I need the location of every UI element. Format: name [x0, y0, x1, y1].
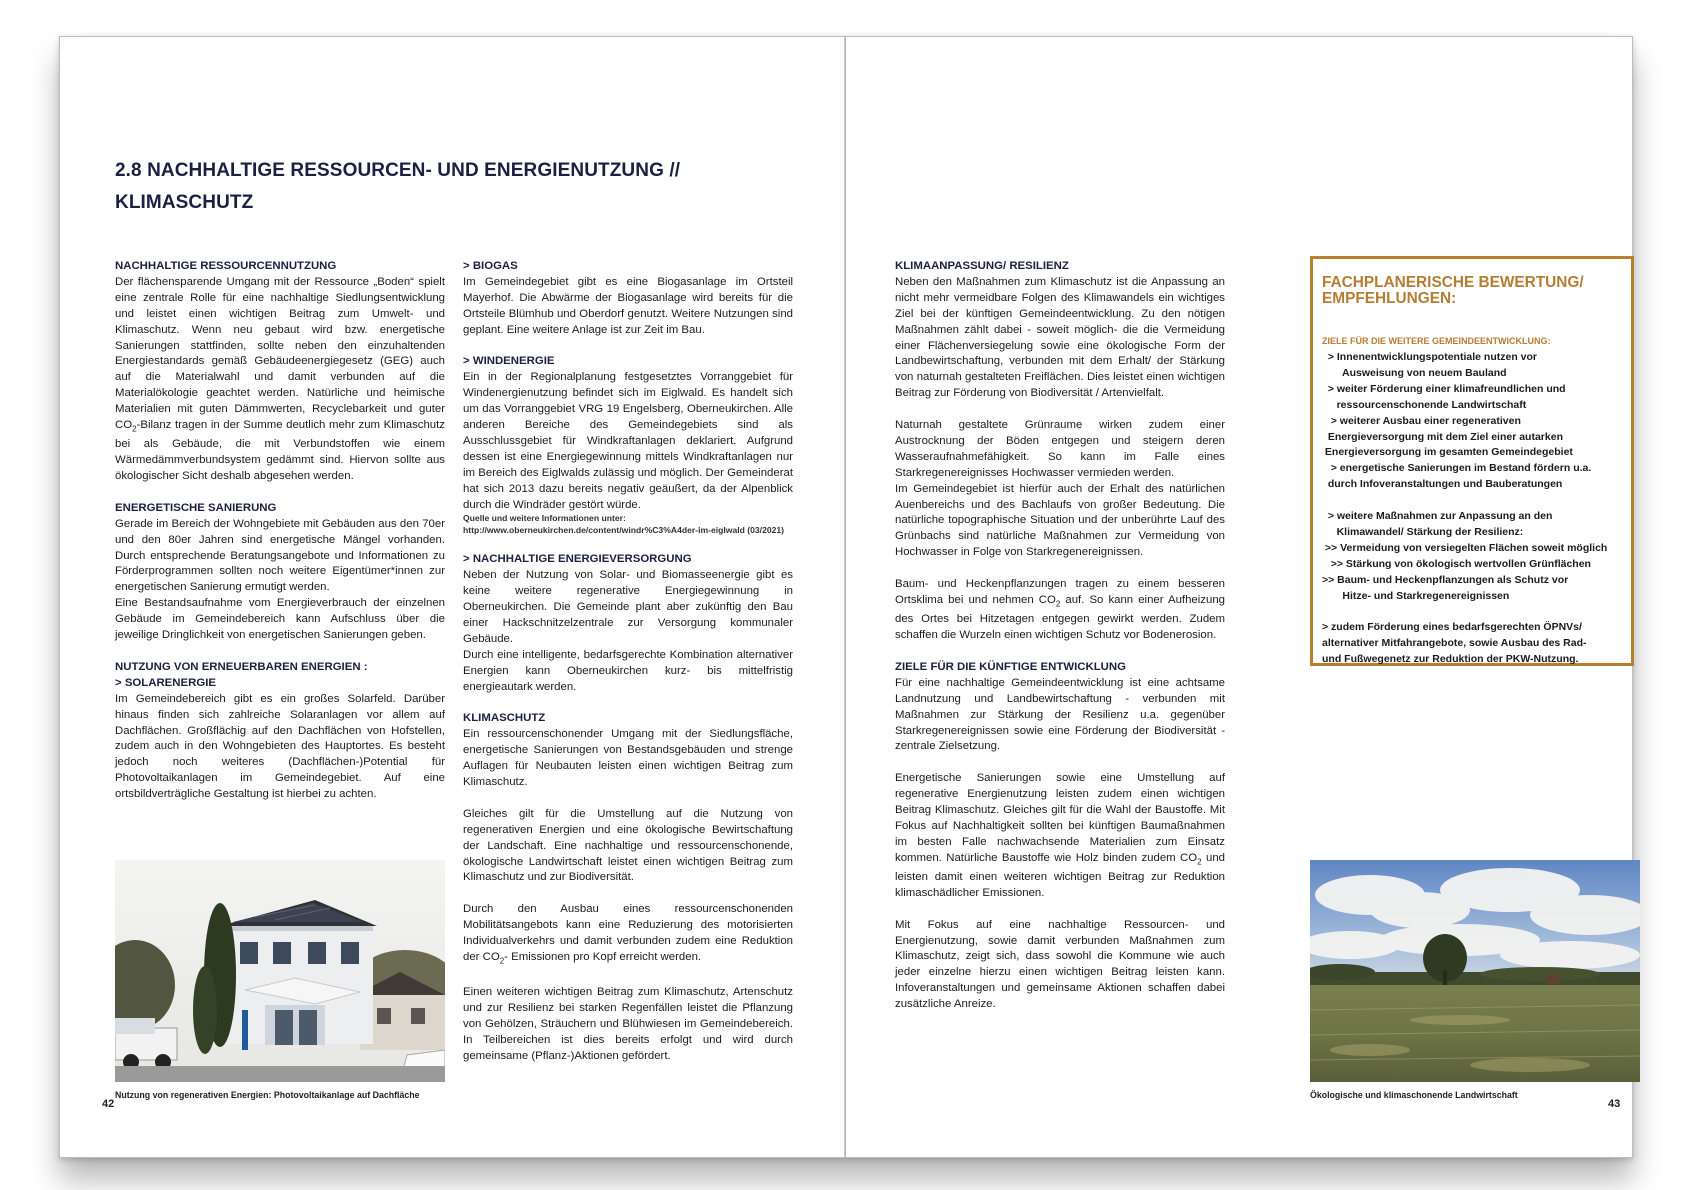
box-group-3: [1322, 620, 1623, 668]
heading-klimaschutz: KLIMASCHUTZ: [463, 712, 546, 725]
paragraph: Baum- und Heckenpflanzungen tragen zu einem besseren Ortsklima bei und nehmen $CO_2$ auf. So kann einer Aufheizung des Ortes bei Hitzetagen entgegen gewirkt werden. Zudem schaffen die Wurzeln einen wichtigen Schutz vor Bodenerosion.: [895, 578, 1225, 642]
heading-energetische-sanierung: ENERGETISCHE SANIERUNG: [115, 501, 277, 514]
box-group-2: [1322, 509, 1623, 604]
page-title: [115, 155, 715, 219]
paragraph: Im Gemeindegebiet gibt es eine Biogasanlage im Ortsteil Mayerhof. Die Abwärme der Biogasanlage wird bereits für die Ortsteile Blümhub und Oberdorf genutzt. Weitere Nutzungen sind geplant. Eine weitere Anlage ist zur Zeit im Bau.: [463, 275, 793, 336]
page-number-right: 43: [1608, 1098, 1621, 1110]
box-line: > zudem Förderung eines bedarfsgerechten ÖPNVs/: [1322, 621, 1582, 634]
paragraph: Im Gemeindegebiet ist hierfür auch der Erhalt des natürlichen Auenbereichs und des Bachlaufs von großer Bedeutung. Die natürliche topographische Situation und der unberührte Lauf des Grünbachs sind natürliche Maßnahmen zur Vermeidung von Hochwasser in Folge von Starkregenereignissen.: [895, 482, 1225, 559]
box-line: durch Infoveranstaltungen und Bauberatungen: [1322, 478, 1563, 491]
box-line: ressourcenschonende Landwirtschaft: [1322, 398, 1527, 411]
box-group-1: [1322, 350, 1623, 493]
box-line: Energieversorgung mit dem Ziel einer autarken: [1322, 430, 1563, 443]
right-page: [846, 37, 1632, 1157]
heading-windenergie: > WINDENERGIE: [463, 355, 555, 368]
page-number-left: 42: [102, 1098, 115, 1110]
box-line: Hitze- und Starkregenereignissen: [1322, 589, 1510, 602]
heading-biogas: > BIOGAS: [463, 260, 518, 272]
box-line: Klimawandel/ Stärkung der Resilienz:: [1322, 525, 1524, 538]
box-line: >> Stärkung von ökologisch wertvollen Grünflächen: [1322, 557, 1591, 570]
box-line: > weitere Maßnahmen zur Anpassung an den: [1322, 510, 1553, 523]
paragraph: Mit Fokus auf eine nachhaltige Ressourcen- und Energienutzung, sowie damit verbunden Maßnahmen zum Klimaschutz, zeigt sich, dass sowohl die Kommune wie auch jeder einzelne hierzu einen wichtigen Beitrag leisten kann. Infoveranstaltungen und gemeinsame Aktionen schaffen dabei zusätzliche Anreize.: [895, 918, 1225, 1011]
paragraph: Ein in der Regionalplanung festgesetztes Vorranggebiet für Windenergienutzung befindet sich im Eiglwald. Es handelt sich um das Vorranggebiet VRG 19 Engelsberg, Oberneukirchen. Alle anderen Bereiche des Gemeindegebiets sind als Ausschlussgebiet für Windkraftanlagen deklariert. Aufgrund dessen ist eine Energiegewinnung mittels Windkraftanlagen nur im Bereich des Eiglwalds zulässig und möglich. Der Gemeinderat hat sich 2013 dazu bereits negativ geäußert, da der Alpenblick durch die Windräder gestört würde.: [463, 371, 793, 511]
source-note: Quelle und weitere Informationen unter: http://www.oberneukirchen.de/content/windr%C3%A4der-im-eiglwald (03/2021): [463, 513, 785, 535]
box-line: alternativer Mitfahrangebote, sowie Ausbau des Rad-: [1322, 637, 1587, 650]
column-2: [463, 259, 793, 1065]
heading-ziele-entwicklung: ZIELE FÜR DIE KÜNFTIGE ENTWICKLUNG: [895, 660, 1126, 673]
box-line: Energieversorgung im gesamten Gemeindegebiet: [1322, 446, 1573, 459]
book-spread: [59, 36, 1633, 1158]
paragraph: Für eine nachhaltige Gemeindeentwicklung ist eine achtsame Landnutzung und Landbewirtschaftung - verbunden mit Maßnahmen zur Stärkung der Resilienz u.a. gegenüber Starkregenereignissen sowie eine Förderung der Biodiversität - zentrale Zielsetzung.: [895, 676, 1225, 753]
paragraph: Gleiches gilt für die Umstellung auf die Nutzung von regenerativen Energien und eine ökologische Bewirtschaftung der Landschaft. Eine nachhaltige und ressourcenschonende, ökologische Landwirtschaft leistet einen wichtigen Beitrag zum Klimaschutz und zur Biodiversität.: [463, 807, 793, 884]
box-line: Ausweisung von neuem Bauland: [1322, 366, 1507, 379]
column-3: [895, 259, 1225, 1013]
paragraph: Im Gemeindebereich gibt es ein großes Solarfeld. Darüber hinaus finden sich zahlreiche Solaranlagen vor allem auf Dachflächen. Großflächig auf den Dachflächen von Hofstellen, zudem auch in den Wohngebieten des Hauptortes. Es besteht jedoch noch weiteres (Dachflächen-)Potential für Photovoltaikanlagen im Gemeindegebiet. Auf eine ortsbildverträgliche Gestaltung ist hierbei zu achten.: [115, 692, 445, 801]
paragraph: Naturnah gestaltete Grünraume wirken zudem einer Austrocknung der Böden entgegen und steigern deren Wasseraufnahmefähigkeit. So kann im Falle eines Starkregenereignisses Hochwasser vermieden werden.: [895, 419, 1225, 479]
column-1: [115, 259, 445, 803]
box-subtitle: ZIELE FÜR DIE WEITERE GEMEINDEENTWICKLUNG:: [1322, 336, 1551, 346]
paragraph: Durch den Ausbau eines ressourcenschonenden Mobilitätsangebots kann eine Reduzierung des motorisierten Individualverkehrs und damit verbunden zudem eine Reduktion der $CO_2-$ Emissionen pro Kopf erreicht werden.: [463, 903, 793, 966]
title-line-2: KLIMASCHUTZ: [115, 192, 254, 213]
paragraph: Neben den Maßnahmen zum Klimaschutz ist die Anpassung an nicht mehr vermeidbare Folgen des Klimawandels ein wichtiges Ziel bei der künftigen Gemeindeentwicklung. Zu den nötigen Maßnahmen zählt dabei - soweit möglich- die die Vermeidung einer Flächenversiegelung sowie eine ökologische Form der Landbewirtschaftung, verbunden mit dem Erhalt/ der Stärkung von naturnah gestalteten Freiflächen. Dies leistet einen wichtigen Beitrag zur Förderung von Biodiversität / Artenvielfalt.: [895, 275, 1225, 400]
box-line: > weiter Förderung einer klimafreundlichen und: [1322, 382, 1566, 395]
paragraph: Eine Bestandsaufnahme vom Energieverbrauch der einzelnen Gebäude im Gemeindebereich kann Aufschluss über die jeweilige Dringlichkeit von energetischen Sanierungen geben.: [115, 597, 445, 642]
paragraph: Der flächensparende Umgang mit der Ressource „Boden“ spielt eine zentrale Rolle für eine nachhaltige Siedlungsentwicklung und leistet einen wichtigen Beitrag zum Umwelt- und Klimaschutz. Wenn neu gebaut wird bzw. energetische Sanierungen stattfinden, sollte neben den einzuhaltenden Energiestandards gemäß Gebäudeenergiegesetz (GEG) auch auf die Materialwahl und damit verbunden auf die Materialökologie geachtet werden. Natürliche und heimische Materialien mit guten Dämmwerten, Recyclebarkeit und guter $CO_2$-Bilanz tragen in der Summe deutlich mehr zum Klimaschutz bei als Gebäude, die mit Verbundstoffen wie einem Wärmedämmverbundsystem gedämmt sind. Hiervon sollte aus ökologischer Sicht deshalb abgesehen werden.: [115, 275, 445, 483]
paragraph: Einen weiteren wichtigen Beitrag zum Klimaschutz, Artenschutz und zur Resilienz bei starken Regenfällen leistet die Pflanzung von Gehölzen, Sträuchern und Blühwiesen im Gemeindebereich. In Teilbereichen ist dies bereits erfolgt und wird durch gemeinsame (Pflanz-)Aktionen gefördert.: [463, 986, 793, 1062]
heading-solarenergie: > SOLARENERGIE: [115, 676, 216, 689]
photo-caption-right: Ökologische und klimaschonende Landwirtschaft: [1310, 1090, 1518, 1100]
recommendation-box: [1310, 256, 1634, 666]
box-line: > weiterer Ausbau einer regenerativen: [1322, 414, 1521, 427]
box-line: > energetische Sanierungen im Bestand fördern u.a.: [1322, 462, 1592, 475]
box-line: >> Vermeidung von versiegelten Flächen soweit möglich: [1322, 541, 1608, 554]
photo-caption-left: Nutzung von regenerativen Energien: Photovoltaikanlage auf Dachfläche: [115, 1090, 420, 1100]
paragraph: Gerade im Bereich der Wohngebiete mit Gebäuden aus den 70er und den 80er Jahren sind energetische Mängel vorhanden. Durch entsprechende Beratungsangebote und Informationen zu Förderprogrammen sollten noch weitere Eigentümer*innen zur energetischen Sanierung ermutigt werden.: [115, 517, 445, 594]
box-title: FACHPLANERISCHE BEWERTUNG/ EMPFEHLUNGEN:: [1322, 274, 1584, 307]
paragraph: Neben der Nutzung von Solar- und Biomasseenergie gibt es keine weitere regenerative Energiegewinnung in Oberneukirchen. Die Gemeinde plant aber zukünftig den Bau einer Hackschnitzelzentrale zur Versorgung kommunaler Gebäude.: [463, 569, 793, 645]
box-line: >> Baum- und Heckenpflanzungen als Schutz vor: [1322, 573, 1569, 586]
photovoltaic-house-photo: [115, 860, 445, 1082]
box-line: > Innenentwicklungspotentiale nutzen vor: [1322, 351, 1537, 363]
left-page: [60, 37, 846, 1157]
paragraph: Energetische Sanierungen sowie eine Umstellung auf regenerative Energienutzung leisten zudem einen wichtigen Beitrag Klimaschutz. Gleiches gilt für die Wahl der Baustoffe. Mit Fokus auf Nachhaltigkeit sollten bei künftigen Baumaßnahmen im besten Falle nachwachsende Materialien zum Einsatz kommen. Natürliche Baustoffe wie Holz binden zudem $CO_2$ und leisten damit einen weiteren wichtigen Beitrag zur Reduktion klimaschädlicher Emissionen.: [895, 772, 1225, 899]
heading-klimaanpassung: KLIMAANPASSUNG/ RESILIENZ: [895, 260, 1069, 272]
paragraph: Ein ressourcenschonender Umgang mit der Siedlungsfläche, energetische Sanierungen von Bestandsgebäuden und strenge Auflagen für Neubauten leisten einen wichtigen Beitrag zum Klimaschutz.: [463, 728, 793, 789]
box-line: und Fußwegenetz zur Reduktion der PKW-Nutzung.: [1322, 653, 1579, 666]
heading-erneuerbare-energien: NUTZUNG VON ERNEUERBAREN ENERGIEN :: [115, 660, 368, 673]
heading-energieversorgung: > NACHHALTIGE ENERGIEVERSORGUNG: [463, 553, 692, 566]
landscape-photo: [1310, 860, 1640, 1082]
title-line-1: 2.8 NACHHALTIGE RESSOURCEN- UND ENERGIENUTZUNG //: [115, 160, 681, 181]
paragraph: Durch eine intelligente, bedarfsgerechte Kombination alternativer Energien kann Oberneukirchen kurz- bis mittelfristig energieautark werden.: [463, 648, 793, 693]
heading-ressourcennutzung: NACHHALTIGE RESSOURCENNUTZUNG: [115, 260, 337, 272]
